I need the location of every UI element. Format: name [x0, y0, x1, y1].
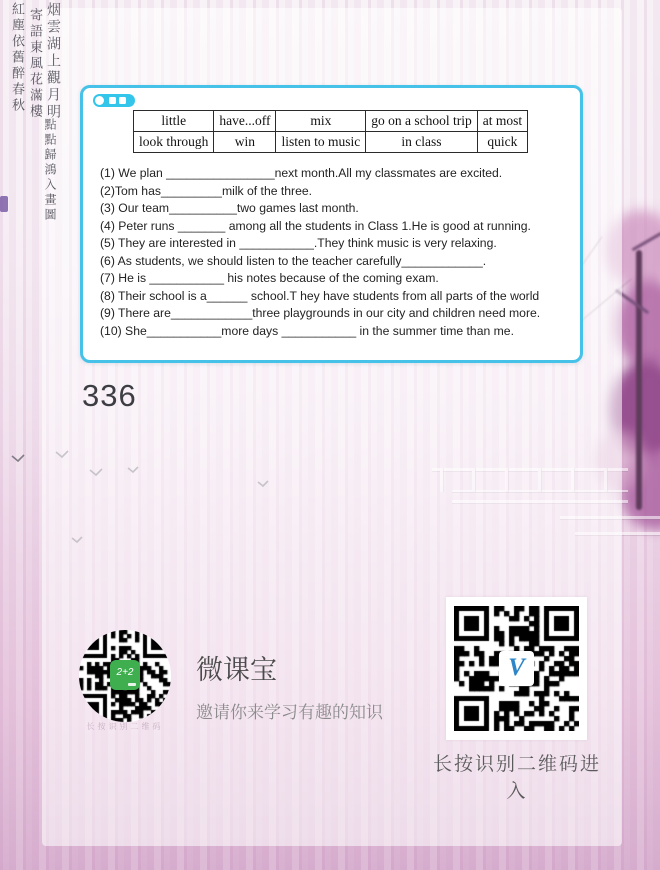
- word-cell: mix: [276, 111, 366, 132]
- word-cell: listen to music: [276, 132, 366, 153]
- seal-icon: [0, 196, 8, 212]
- word-cell: at most: [477, 111, 527, 132]
- exercise-line: (7) He is ___________ his notes because of the coming exam.: [100, 271, 439, 285]
- word-cell: in class: [366, 132, 478, 153]
- exercise-line: (6) As students, we should listen to the teacher carefully____________.: [100, 253, 487, 268]
- table-row: [134, 132, 528, 153]
- exercise-line: (4) Peter runs _______ among all the students in Class 1.He is good at running.: [100, 218, 531, 233]
- avatar-caption: 长按识别二维码: [86, 722, 164, 731]
- badge-dot-icon: [95, 96, 104, 105]
- exercise-list: [100, 165, 580, 340]
- worksheet-card: [80, 85, 583, 363]
- badge-glyph: [109, 97, 116, 104]
- exercise-line: (10) She___________more days ___________ in the summer time than me.: [100, 323, 514, 338]
- word-cell: quick: [477, 132, 527, 153]
- chalk-eraser-icon: [128, 683, 136, 686]
- exercise-line: (8) Their school is a______ school.T hey have students from all parts of the world: [100, 288, 540, 303]
- exercise-line: (3) Our team__________two games last month.: [100, 201, 359, 215]
- qr-caption: 长按识别二维码进入: [432, 754, 601, 802]
- topic-badge-icon: [93, 94, 135, 107]
- calligraphy-column: 寄語東風花滿樓: [27, 8, 42, 120]
- word-bank-table: [133, 110, 528, 153]
- qr-center-logo-icon: V: [499, 651, 534, 686]
- word-cell: have...off: [214, 111, 276, 132]
- word-cell: little: [134, 111, 214, 132]
- page-number: 336: [82, 378, 137, 413]
- exercise-line: (2)Tom has_________milk of the three.: [100, 183, 313, 198]
- calligraphy-column: 點點歸鴻入畫圖: [43, 118, 57, 223]
- app-name: 微课宝: [196, 655, 277, 685]
- app-logo-text: 2+2: [116, 667, 134, 678]
- app-avatar-qr: [79, 630, 171, 722]
- word-cell: go on a school trip: [366, 111, 478, 132]
- word-cell: look through: [134, 132, 214, 153]
- exercise-line: (9) There are____________three playgrounds in our city and children need more.: [100, 306, 541, 320]
- calligraphy-column: 烟雲湖上觀月明: [45, 2, 61, 121]
- word-cell: win: [214, 132, 276, 153]
- app-logo-icon: [110, 660, 140, 690]
- invite-text: 邀请你来学习有趣的知识: [196, 703, 383, 722]
- qr-code-card: [446, 597, 587, 740]
- calligraphy-column: 紅塵依舊醉春秋: [9, 2, 24, 114]
- exercise-line: (5) They are interested in ___________.They think music is very relaxing.: [100, 236, 497, 250]
- exercise-line: (1) We plan ________________next month.All my classmates are excited.: [100, 166, 503, 180]
- table-row: [134, 111, 528, 132]
- badge-glyph: [119, 97, 126, 104]
